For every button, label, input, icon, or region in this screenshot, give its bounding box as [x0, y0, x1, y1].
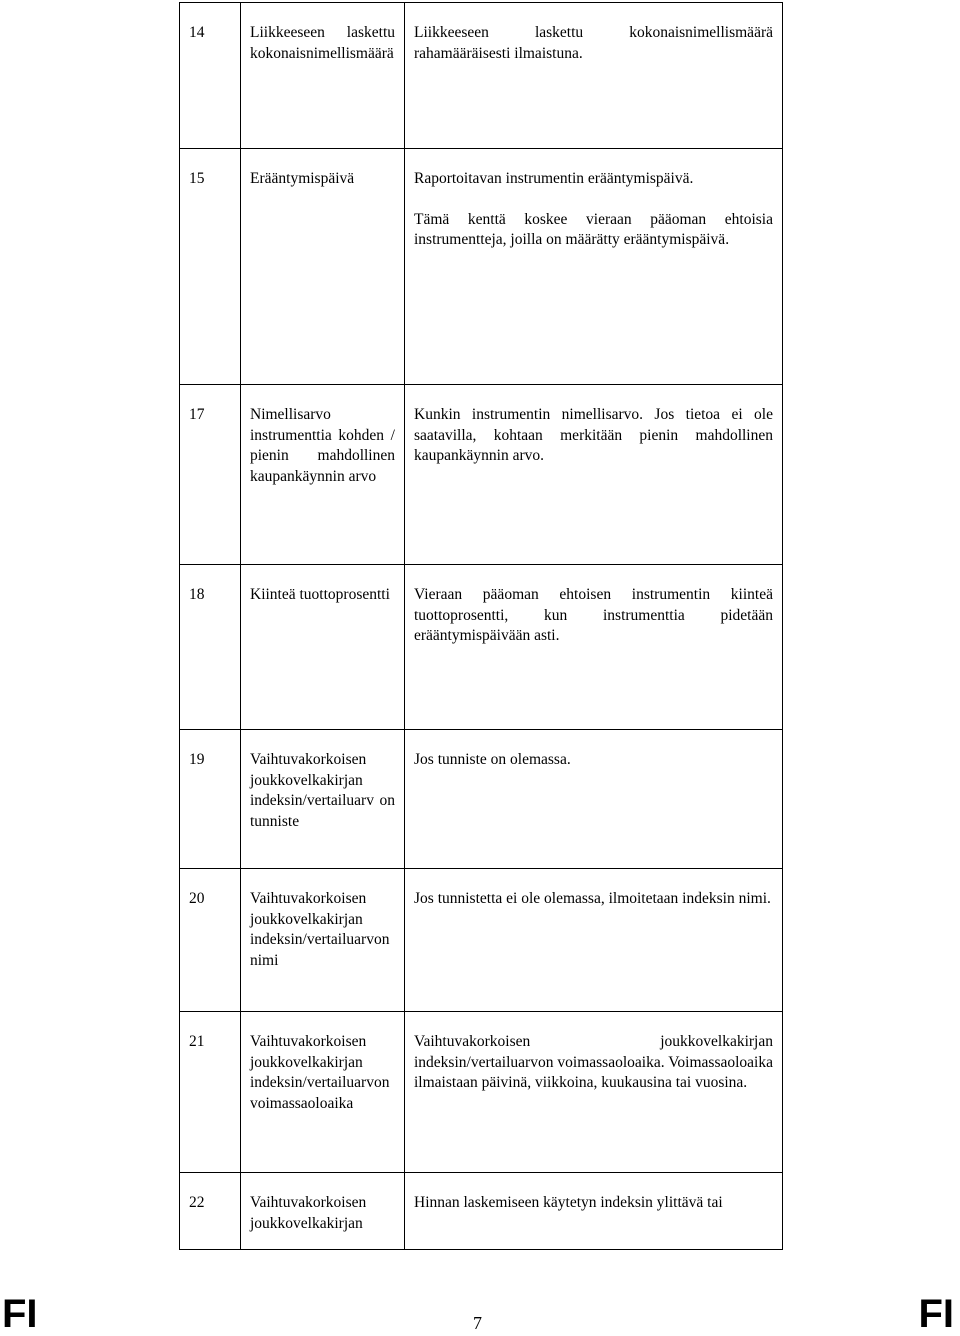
field-name: Vaihtuvakorkoisen joukkovelkakirjan: [241, 1173, 405, 1250]
field-number: 20: [180, 869, 241, 1012]
table-row: [180, 385, 783, 565]
field-name: Kiinteä tuottoprosentti: [241, 565, 405, 730]
description-text: Tämä kenttä koskee vieraan pääoman ehtoisia instrumentteja, joilla on määrätty erääntymispäivä.: [414, 210, 773, 249]
field-description: [405, 869, 783, 1012]
description-text: Jos tunnistetta ei ole olemassa, ilmoitetaan indeksin nimi.: [414, 890, 771, 907]
field-description: [405, 730, 783, 869]
field-description: [405, 1012, 783, 1173]
field-name: Nimellisarvo instrumenttia kohden / pienin mahdollinen kaupankäynnin arvo: [241, 385, 405, 565]
page-number: 7: [473, 1313, 482, 1333]
field-description: [405, 1173, 783, 1250]
field-name: Erääntymispäivä: [241, 149, 405, 385]
table-row: [180, 1012, 783, 1173]
table-row: [180, 730, 783, 869]
footer-language-code-right: FI: [918, 1292, 954, 1336]
description-text: Hinnan laskemiseen käytetyn indeksin ylittävä tai: [414, 1194, 723, 1211]
field-description: [405, 385, 783, 565]
field-name: Vaihtuvakorkoisen joukkovelkakirjan indeksin/vertailuarvon nimi: [241, 869, 405, 1012]
field-number: 14: [180, 3, 241, 149]
field-number: 17: [180, 385, 241, 565]
description-text: Kunkin instrumentin nimellisarvo. Jos tietoa ei ole saatavilla, kohtaan merkitään pienin mahdollinen kaupankäynnin arvo.: [414, 406, 773, 465]
footer-language-code-left: FI: [2, 1292, 38, 1336]
field-number: 22: [180, 1173, 241, 1250]
field-number: 19: [180, 730, 241, 869]
description-text: Raportoitavan instrumentin erääntymispäivä.: [414, 170, 694, 187]
table-row: [180, 149, 783, 385]
field-description: [405, 3, 783, 149]
description-text: Jos tunniste on olemassa.: [414, 751, 571, 768]
description-text: Liikkeeseen laskettu kokonaisnimellismäärä rahamääräisesti ilmaistuna.: [414, 24, 773, 62]
field-name: Vaihtuvakorkoisen joukkovelkakirjan indeksin/vertailuarvon voimassaoloaika: [241, 1012, 405, 1173]
field-name: Vaihtuvakorkoisen joukkovelkakirjan indeksin/vertailuarv on tunniste: [241, 730, 405, 869]
table-row: [180, 3, 783, 149]
field-number: 18: [180, 565, 241, 730]
field-table: [179, 2, 783, 1250]
description-text: Vaihtuvakorkoisen joukkovelkakirjan indeksin/vertailuarvon voimassaoloaika. Voimassaoloaika ilmaistaan päivinä, viikkoina, kuukausina tai vuosina.: [414, 1033, 773, 1092]
table-row: [180, 565, 783, 730]
table-row: [180, 1173, 783, 1250]
field-description: [405, 565, 783, 730]
field-number: 21: [180, 1012, 241, 1173]
field-name: Liikkeeseen laskettu kokonaisnimellismäärä: [241, 3, 405, 149]
field-description: [405, 149, 783, 385]
table-row: [180, 869, 783, 1012]
description-text: Vieraan pääoman ehtoisen instrumentin kiinteä tuottoprosentti, kun instrumenttia pidetään erääntymispäivään asti.: [414, 586, 773, 645]
field-number: 15: [180, 149, 241, 385]
